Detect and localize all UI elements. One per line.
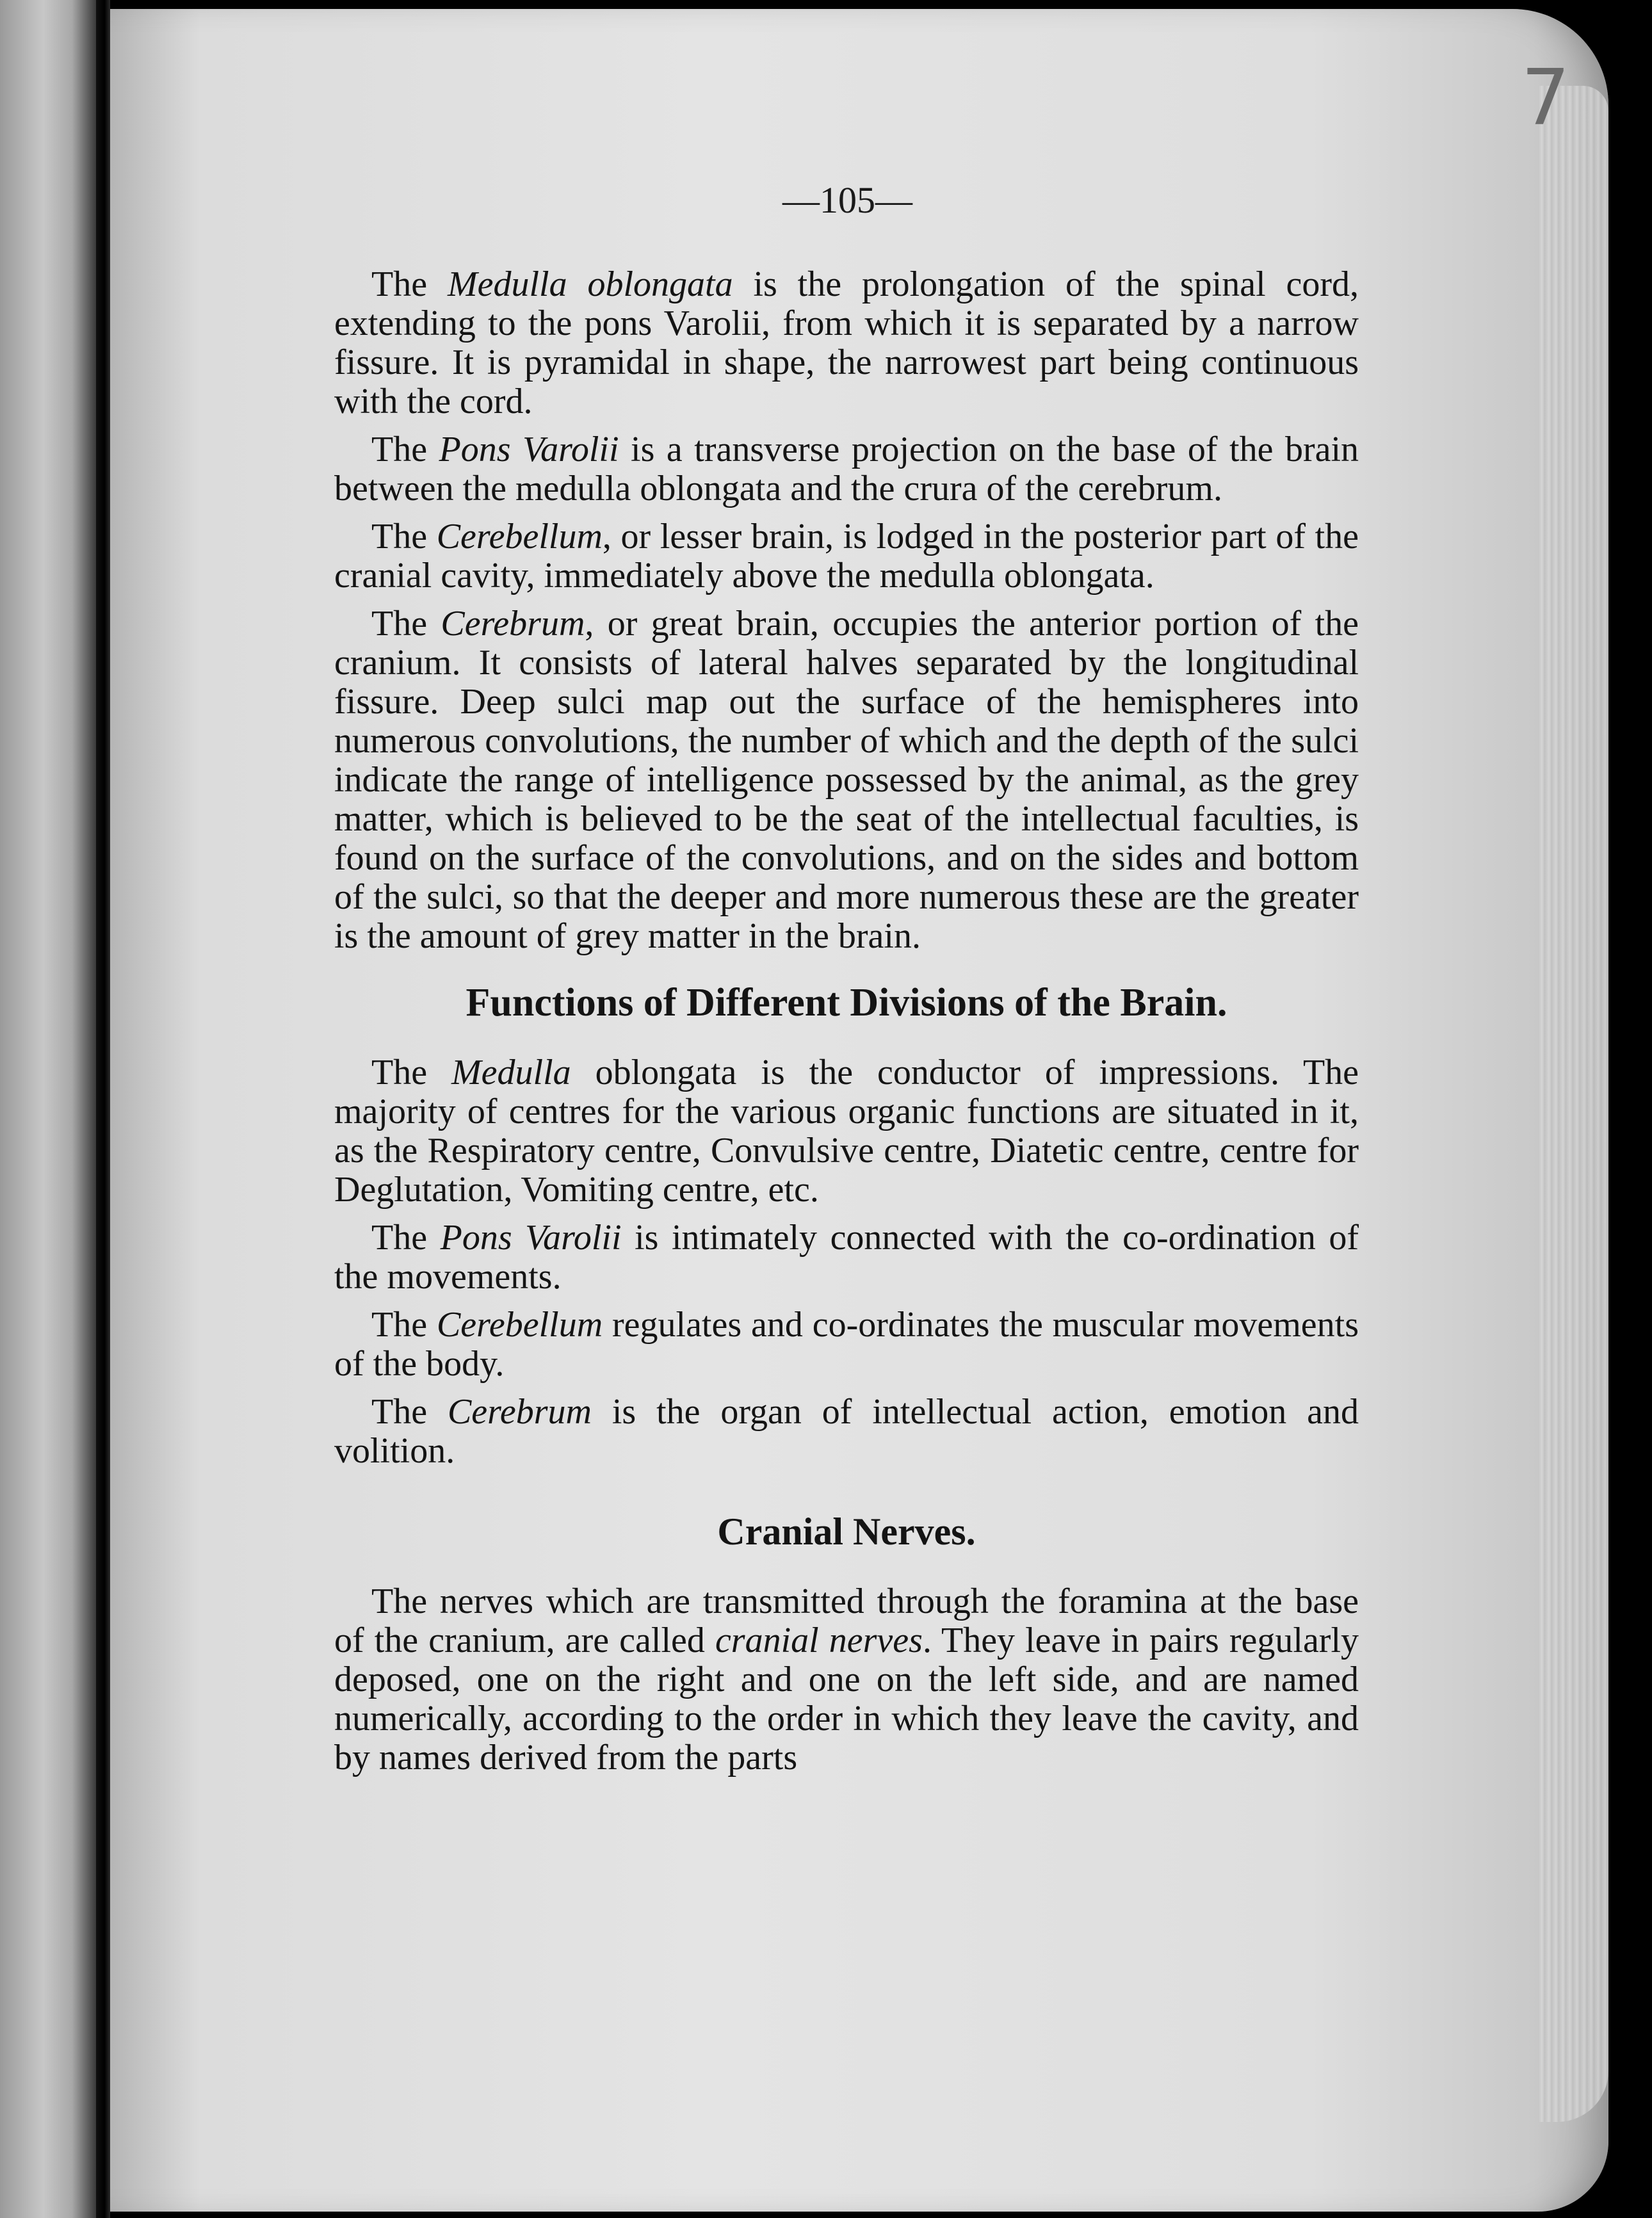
paragraph-cerebrum: The Cerebrum, or great brain, occupies the anterior portion of the cranium. It consists of lateral halves separated by the longitudinal fissure. Deep sulci map out the surface of the hemispheres into numerous convolutions, the number of which and the depth of the sulci indicate the range of intelligence possessed by the animal, as the grey matter, which is believed to be the seat of the intellectual faculties, is found on the surface of the convolutions, and on the sides and bottom of the sulci, so that the deeper and more numerous these are the greater is the amount of grey matter in the brain.: [334, 604, 1359, 956]
term-cerebrum-2: Cerebrum: [447, 1392, 592, 1432]
paragraph-function-cerebellum: The Cerebellum regulates and co-ordinates the muscular movements of the body.: [334, 1305, 1359, 1384]
term-cerebrum: Cerebrum: [441, 604, 585, 644]
paragraph-cranial-nerves: The nerves which are transmitted through the foramina at the base of the cranium, are called cranial nerves. They leave in pairs regularly deposed, one on the right and one on the left side, and are named numerically, according to the order in which they leave the cavity, and by names derived from the parts: [334, 1582, 1359, 1777]
page-number: —105—: [782, 179, 912, 221]
paragraph-function-pons: The Pons Varolii is intimately connected with the co-ordination of the movements.: [334, 1218, 1359, 1297]
section-heading-functions: Functions of Different Divisions of the Brain.: [466, 981, 1227, 1024]
paragraph-pons-varolii: The Pons Varolii is a transverse projection on the base of the brain between the medulla oblongata and the crura of the cerebrum.: [334, 430, 1359, 508]
term-pons-varolii: Pons Varolii: [439, 430, 619, 469]
paragraph-cerebellum: The Cerebellum, or lesser brain, is lodged in the posterior part of the cranial cavity, immediately above the medulla oblongata.: [334, 517, 1359, 595]
paragraph-function-medulla: The Medulla oblongata is the conductor of impressions. The majority of centres for the various organic functions are situated in it, as the Respiratory centre, Convulsive centre, Diatetic centre, centre for Deglutation, Vomiting centre, etc.: [334, 1053, 1359, 1210]
term-medulla-oblongata: Medulla oblongata: [447, 264, 733, 304]
book-page: [110, 9, 1608, 2212]
term-medulla: Medulla: [451, 1053, 571, 1092]
facing-page-edge: [0, 0, 96, 2218]
section-heading-cranial-nerves: Cranial Nerves.: [717, 1510, 976, 1553]
page-stack-edges: [1538, 86, 1608, 2122]
term-cranial-nerves: cranial nerves: [715, 1621, 923, 1660]
paragraph-medulla-oblongata: The Medulla oblongata is the prolongation of the spinal cord, extending to the pons Varolii, from which it is separated by a narrow fissure. It is pyramidal in shape, the narrowest part being continuous with the cord.: [334, 264, 1359, 421]
paragraph-function-cerebrum: The Cerebrum is the organ of intellectual action, emotion and volition.: [334, 1392, 1359, 1471]
term-pons-varolii-2: Pons Varolii: [440, 1218, 622, 1258]
book-binding-gutter: [96, 0, 110, 2218]
term-cerebellum: Cerebellum: [436, 517, 603, 556]
page-body: [334, 265, 1359, 1786]
term-cerebellum-2: Cerebellum: [436, 1305, 603, 1345]
handwritten-corner-mark: 7: [1521, 54, 1570, 143]
